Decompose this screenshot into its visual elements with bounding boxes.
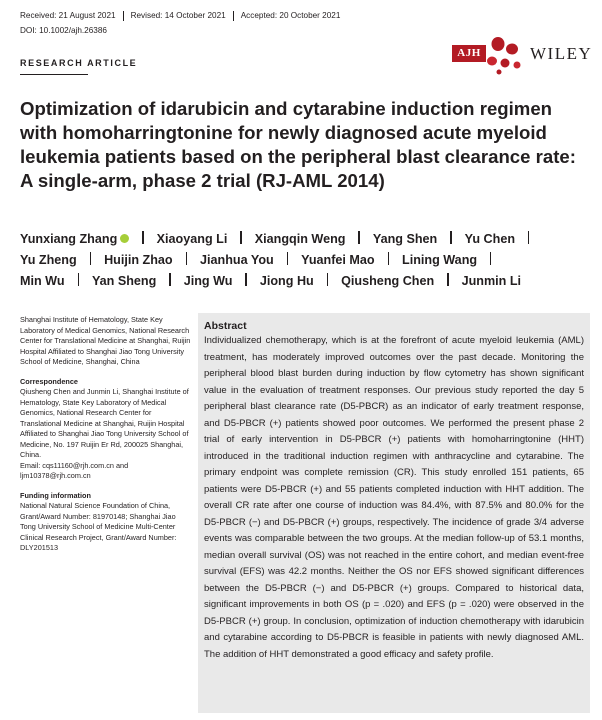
author-name[interactable]: Lining Wang — [402, 253, 478, 267]
author-separator — [90, 252, 91, 265]
article-type-rule — [20, 74, 88, 75]
author-separator — [447, 273, 448, 286]
correspondence-heading: Correspondence — [20, 376, 78, 386]
correspondence-email[interactable]: Email: cqs11160@rjh.com.cn and ljm10378@rjh.com.cn — [20, 460, 129, 480]
ajh-logo: AJH — [452, 45, 486, 62]
correspondence-text: Qiusheng Chen and Junmin Li, Shanghai Institute of Hematology, State Key Laboratory of Medical Genomics, National Research Center for Translational Medicine at Shanghai, Ruijin Hospital Affiliated to Shanghai Jiao Tong University School of Medicine, No. 197 Ruijin Er Rd, 200025 Shanghai, China. — [20, 387, 189, 459]
author-separator — [142, 231, 143, 244]
affiliation: Shanghai Institute of Hematology, State Key Laboratory of Medical Genomics, National Research Center for Translational Medicine at Shanghai, Ruijin Hospital Affiliated to Shanghai Jiao Tong University School of Medicine, Shanghai, China — [20, 315, 191, 366]
author-list — [20, 229, 590, 292]
article-title: Optimization of idarubicin and cytarabine induction regimen with homoharringtonine for newly diagnosed acute myeloid leukemia patients based on the peripheral blast clearance rate: A single-arm, phase 2 trial (RJ-AML 2014) — [20, 98, 576, 191]
author-separator — [78, 273, 79, 286]
blood-drops-icon — [482, 35, 528, 75]
author-name[interactable]: Yan Sheng — [91, 274, 157, 288]
article-info-column — [20, 315, 192, 563]
author-separator — [358, 231, 359, 244]
doi[interactable]: DOI: 10.1002/ajh.26386 — [20, 26, 107, 35]
author-name[interactable]: Xiaoyang Li — [156, 232, 228, 246]
author-separator — [186, 252, 187, 265]
author-name[interactable]: Qiusheng Chen — [341, 274, 435, 288]
author-separator — [245, 273, 246, 286]
funding-text: National Natural Science Foundation of China, Grant/Award Number: 81970148; Shanghai Jiao Tong University School of Medicine Multi-Center Clinical Research Project, Grant/Award Number: DLY201513 — [20, 501, 177, 552]
received-date: Received: 21 August 2021 — [20, 11, 116, 21]
author-name[interactable]: Jing Wu — [183, 274, 233, 288]
author-name[interactable]: Huijin Zhao — [104, 253, 173, 267]
abstract-box — [198, 313, 590, 713]
author-separator — [388, 252, 389, 265]
orcid-icon[interactable] — [120, 234, 129, 243]
author-name[interactable]: Yuanfei Mao — [301, 253, 375, 267]
author-name[interactable]: Min Wu — [20, 274, 65, 288]
author-separator — [287, 252, 288, 265]
author-name[interactable]: Xiangqin Weng — [254, 232, 346, 246]
funding-heading: Funding information — [20, 490, 91, 500]
date-divider — [123, 11, 124, 21]
author-separator — [240, 231, 241, 244]
author-name[interactable]: Yunxiang Zhang — [20, 232, 129, 246]
author-separator — [528, 231, 529, 244]
author-separator — [327, 273, 328, 286]
date-divider — [233, 11, 234, 21]
author-name[interactable]: Yu Chen — [464, 232, 516, 246]
author-name[interactable]: Junmin Li — [461, 274, 522, 288]
revised-date: Revised: 14 October 2021 — [130, 11, 226, 21]
author-name[interactable]: Jiong Hu — [259, 274, 314, 288]
author-name[interactable]: Yu Zheng — [20, 253, 77, 267]
publication-dates — [20, 11, 340, 21]
logo-area — [452, 35, 592, 75]
author-name[interactable]: Yang Shen — [372, 232, 438, 246]
abstract-heading: Abstract — [204, 320, 247, 332]
wiley-logo: WILEY — [530, 44, 593, 63]
author-name[interactable]: Jianhua You — [200, 253, 274, 267]
author-separator — [450, 231, 451, 244]
author-separator — [490, 252, 491, 265]
abstract-text: Individualized chemotherapy, which is at the forefront of acute myeloid leukemia (AML) treatment, has moderately improved outcomes over the past decade. Monitoring the peripheral blood blast burden during induction by flow cytometry has shown significant value in the evaluation of treatment responses. Our previous study reported the day 5 peripheral blast clearance rate (D5-PBCR) as an indicator of early treatment response, and D5-PBCR (+) patients showed poor outcomes. We performed the present phase 2 trial of early intervention in D5-PBCR (+) patients with homoharringtonine (HHT) introduced in the traditional induction regimen with anthracycline and cytarabine. The primary endpoint was complete remission (CR). This study enrolled 151 patients, 65 patients were D5-PBCR (+) and 55 patients completed induction with HHT addition. The overall CR rate after one course of induction was 84.4%, with 87.5% and 80.0% for the D5-PBCR (−) and D5-PBCR (+) groups, respectively. The incidence of grade 3/4 adverse events was comparable between the two groups. At the median follow-up of 53.1 months, median overall survival (OS) was not reached in the entire cohort, and median event-free survival (EFS) was 42.2 months. Neither the OS nor EFS showed significant differences between the D5-PBCR (−) and D5-PBCR (+) groups. Compared to historical data, significant improvements in both OS (p = .020) and EFS (p = .020) were observed in the D5-PBCR (+) group. In conclusion, optimization of induction chemotherapy with idarubicin and cytarabine according to D5-PBCR is feasible in patients with newly diagnosed AML. The addition of HHT demonstrated a good efficacy and safety profile. — [204, 335, 584, 660]
article-type: RESEARCH ARTICLE — [20, 58, 138, 68]
author-separator — [169, 273, 170, 286]
accepted-date: Accepted: 20 October 2021 — [240, 11, 341, 21]
